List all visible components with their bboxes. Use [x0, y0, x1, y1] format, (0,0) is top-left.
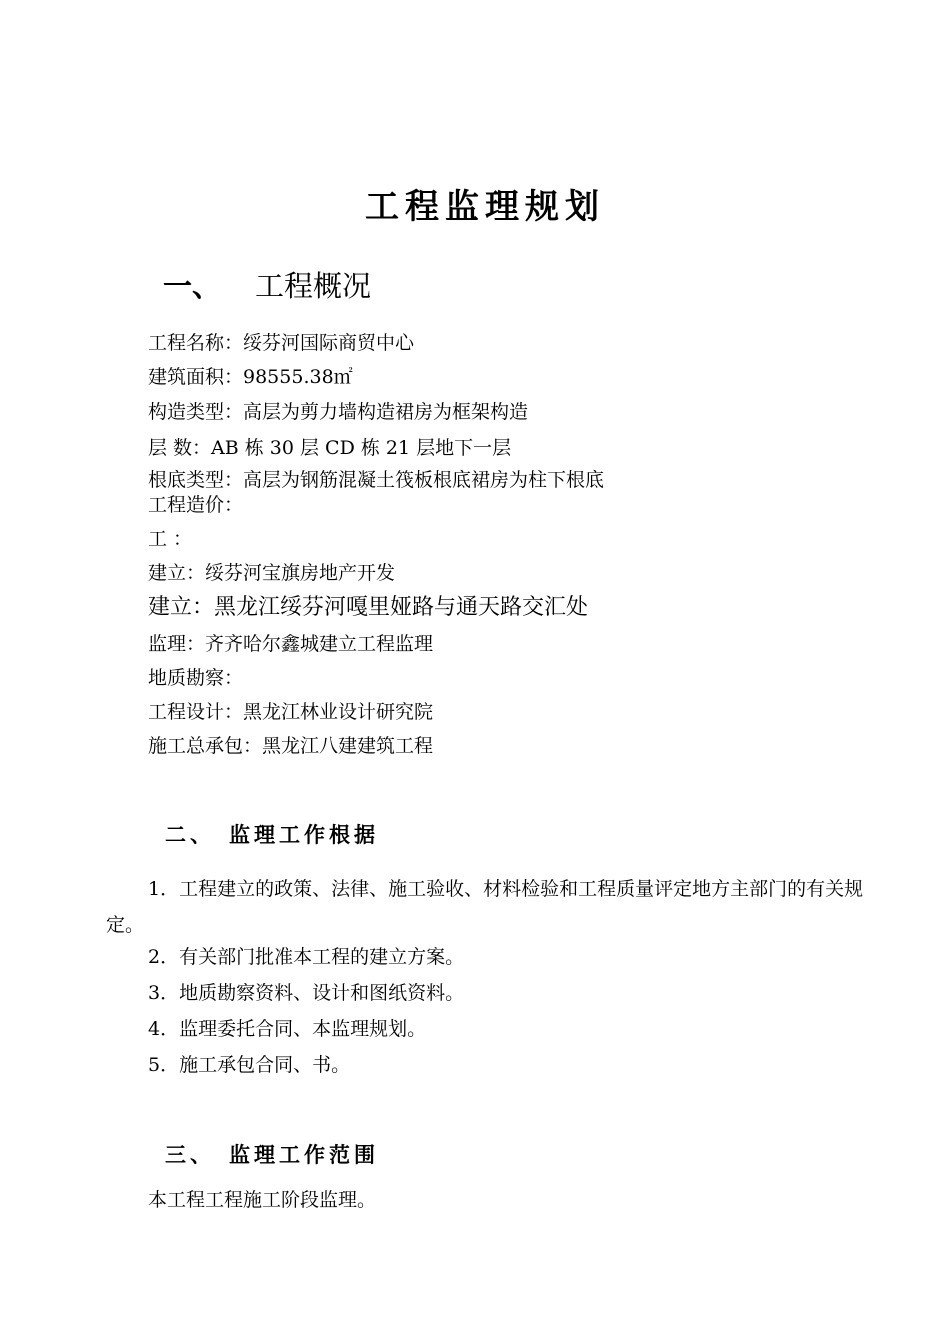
location-line: 建立：黑龙江绥芬河嘎里娅路与通天路交汇处 — [148, 595, 589, 620]
design-line: 工程设计：黑龙江林业设计研究院 — [148, 701, 434, 723]
section-3-title: 监理工作范围 — [229, 1143, 379, 1167]
floors-line: 层 数：AB 栋 30 层 CD 栋 21 层地下一层 — [148, 437, 512, 459]
project-name-line: 工程名称：绥芬河国际商贸中心 — [148, 332, 415, 354]
section-3-heading — [165, 1145, 379, 1166]
basis-item-1: 1．工程建立的政策、法律、施工验收、材料检验和工程质量评定地方主部门的有关规定。 — [106, 878, 864, 936]
basis-item-4: 4．监理委托合同、本监理规划。 — [148, 1018, 427, 1040]
contractor-line: 施工总承包：黑龙江八建建筑工程 — [148, 735, 434, 757]
scope-text: 本工程工程施工阶段监理。 — [148, 1189, 377, 1211]
document-title: 工程监理规划 — [365, 187, 605, 227]
basis-item-3: 3．地质勘察资料、设计和图纸资料。 — [148, 982, 465, 1004]
geological-survey-line: 地质勘察： — [148, 667, 244, 689]
basis-item-2: 2．有关部门批准本工程的建立方案。 — [148, 946, 465, 968]
section-1-number: 一、 — [163, 269, 222, 303]
basis-item-5: 5．施工承包合同、书。 — [148, 1054, 351, 1076]
building-area-line: 建筑面积：98555.38㎡ — [148, 366, 353, 388]
section-1-title: 工程概况 — [255, 269, 372, 303]
section-1-heading — [163, 269, 372, 303]
foundation-type-line: 根底类型：高层为钢筋混凝土筏板根底裙房为柱下根底 — [148, 469, 605, 491]
section-2-heading — [165, 825, 379, 846]
section-2-title: 监理工作根据 — [229, 823, 379, 847]
developer-line: 建立：绥芬河宝旗房地产开发 — [148, 562, 396, 584]
section-2-number: 二、 — [165, 823, 215, 847]
structure-type-line: 构造类型：高层为剪力墙构造裙房为框架构造 — [148, 401, 529, 423]
work-line: 工 ： — [148, 528, 193, 550]
supervisor-line: 监理：齐齐哈尔鑫城建立工程监理 — [148, 633, 434, 655]
project-cost-line: 工程造价： — [148, 494, 244, 516]
section-3-number: 三、 — [165, 1143, 215, 1167]
